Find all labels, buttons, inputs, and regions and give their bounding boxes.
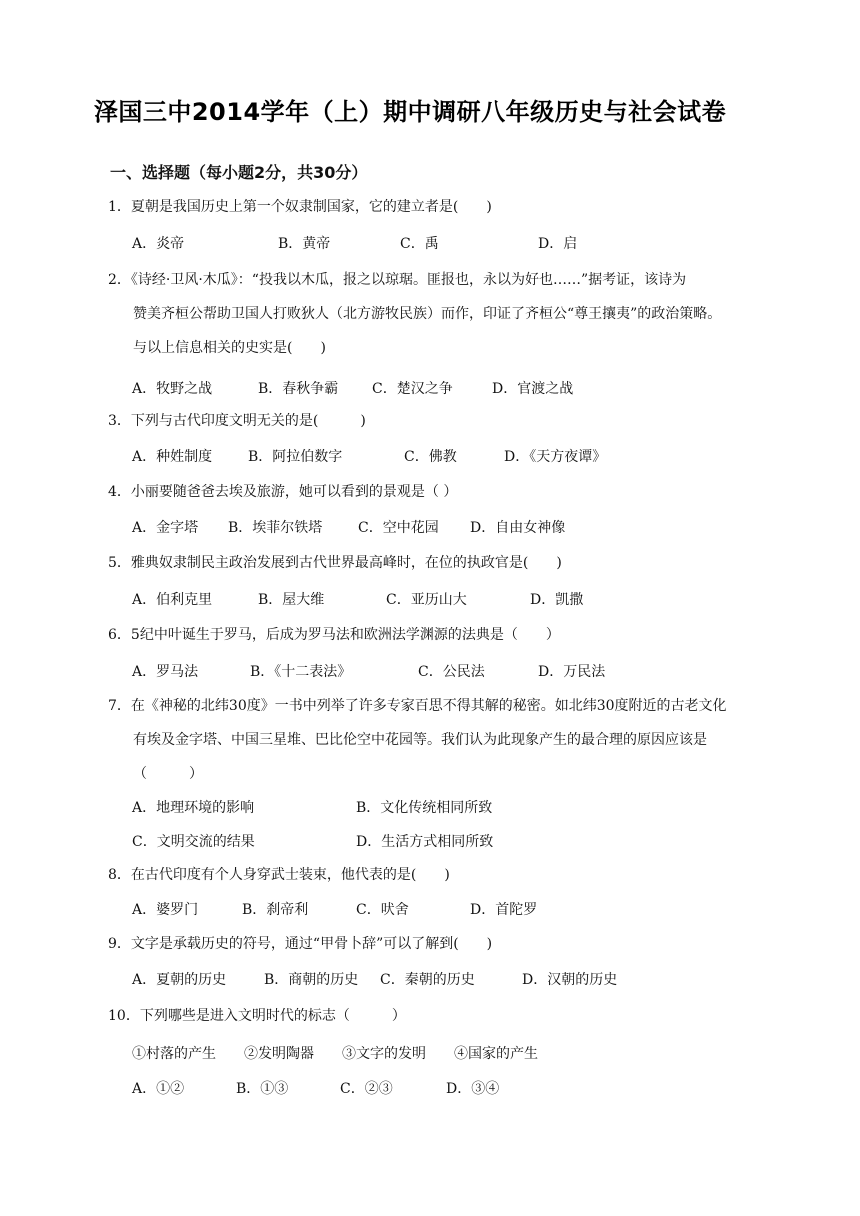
option-a: A．婆罗门: [132, 902, 199, 918]
option-c: C．②③: [340, 1081, 393, 1097]
option-c: C．公民法: [418, 664, 485, 680]
option-c: C．楚汉之争: [372, 381, 453, 397]
option-d: D．凯撒: [530, 592, 584, 608]
question-4: [108, 475, 788, 509]
question-1-stem: 1．夏朝是我国历史上第一个奴隶制国家，它的建立者是( ): [108, 199, 492, 215]
option-d: D．《天方夜谭》: [504, 449, 607, 465]
option-b: B．文化传统相同所致: [356, 800, 493, 816]
option-b: B．黄帝: [278, 236, 331, 252]
option-a: A．①②: [132, 1081, 185, 1097]
question-7-stem-line-3: （ ）: [133, 766, 203, 782]
option-a: A．罗马法: [132, 664, 199, 680]
question-10-statements: ①村落的产生 ②发明陶器 ③文字的发明 ④国家的产生: [132, 1046, 538, 1062]
option-d: D．官渡之战: [492, 381, 574, 397]
question-3: [108, 404, 788, 438]
option-a: A．种姓制度: [132, 449, 213, 465]
option-b: B．《十二表法》: [250, 664, 352, 680]
option-b: B．屋大维: [258, 592, 325, 608]
question-2-stem-line-3: 与以上信息相关的史实是( ): [133, 340, 326, 356]
option-d: D．生活方式相同所致: [356, 834, 494, 850]
question-7-stem-line-1: 7．在《神秘的北纬30度》一书中列举了许多专家百思不得其解的秘密。如北纬30度附近的古老文化: [108, 698, 727, 714]
option-d: D．万民法: [538, 664, 606, 680]
option-c: C．禹: [400, 236, 439, 252]
question-4-stem: 4．小丽要随爸爸去埃及旅游，她可以看到的景观是（ ）: [108, 484, 458, 500]
exam-title: 泽国三中2014学年（上）期中调研八年级历史与社会试卷: [93, 98, 727, 126]
option-b: B．春秋争霸: [258, 381, 339, 397]
option-a: A．炎帝: [132, 236, 185, 252]
option-c: C．空中花园: [358, 520, 439, 536]
question-2: [108, 263, 788, 365]
option-c: C．文明交流的结果: [132, 834, 255, 850]
question-6: [108, 618, 788, 652]
question-2-stem-line-1: 2．《诗经·卫风·木瓜》：“投我以木瓜，报之以琼琚。匪报也，永以为好也……”据考证，该诗为: [108, 272, 687, 288]
option-d: D．③④: [446, 1081, 500, 1097]
option-a: A．夏朝的历史: [132, 972, 227, 988]
option-c: C．吠舍: [356, 902, 409, 918]
option-b: B．刹帝利: [242, 902, 309, 918]
option-b: B．阿拉伯数字: [248, 449, 343, 465]
option-d: D．自由女神像: [470, 520, 566, 536]
question-7-stem-line-2: 有埃及金字塔、中国三星堆、巴比伦空中花园等。我们认为此现象产生的最合理的原因应该是: [133, 732, 707, 748]
question-2-stem-line-2: 赞美齐桓公帮助卫国人打败狄人（北方游牧民族）而作，印证了齐桓公“尊王攘夷”的政治策略。: [133, 306, 722, 322]
question-9-stem: 9．文字是承载历史的符号，通过“甲骨卜辞”可以了解到( ): [108, 936, 493, 952]
section-heading: 一、选择题（每小题2分，共30分）: [110, 163, 368, 182]
option-c: C．秦朝的历史: [380, 972, 475, 988]
option-d: D．首陀罗: [470, 902, 538, 918]
option-a: A．地理环境的影响: [132, 800, 255, 816]
option-b: B．①③: [236, 1081, 289, 1097]
option-a: A．牧野之战: [132, 381, 213, 397]
option-b: B．商朝的历史: [264, 972, 359, 988]
option-c: C．佛教: [404, 449, 457, 465]
option-b: B．埃菲尔铁塔: [228, 520, 323, 536]
question-6-stem: 6．5纪中叶诞生于罗马，后成为罗马法和欧洲法学渊源的法典是（ ）: [108, 627, 560, 643]
question-8: [108, 858, 788, 892]
question-5-stem: 5．雅典奴隶制民主政治发展到古代世界最高峰时，在位的执政官是( ): [108, 555, 562, 571]
option-a: A．金字塔: [132, 520, 199, 536]
question-9: [108, 927, 788, 961]
question-3-stem: 3．下列与古代印度文明无关的是( ): [108, 413, 366, 429]
question-10: [108, 999, 788, 1033]
question-10-stem: 10．下列哪些是进入文明时代的标志（ ）: [108, 1008, 406, 1024]
option-d: D．启: [538, 236, 578, 252]
question-8-stem: 8．在古代印度有个人身穿武士装束，他代表的是( ): [108, 867, 450, 883]
question-5: [108, 546, 788, 580]
option-a: A．伯利克里: [132, 592, 213, 608]
option-c: C．亚历山大: [386, 592, 467, 608]
option-d: D．汉朝的历史: [522, 972, 618, 988]
question-7: [108, 689, 788, 791]
question-1: [108, 190, 788, 224]
